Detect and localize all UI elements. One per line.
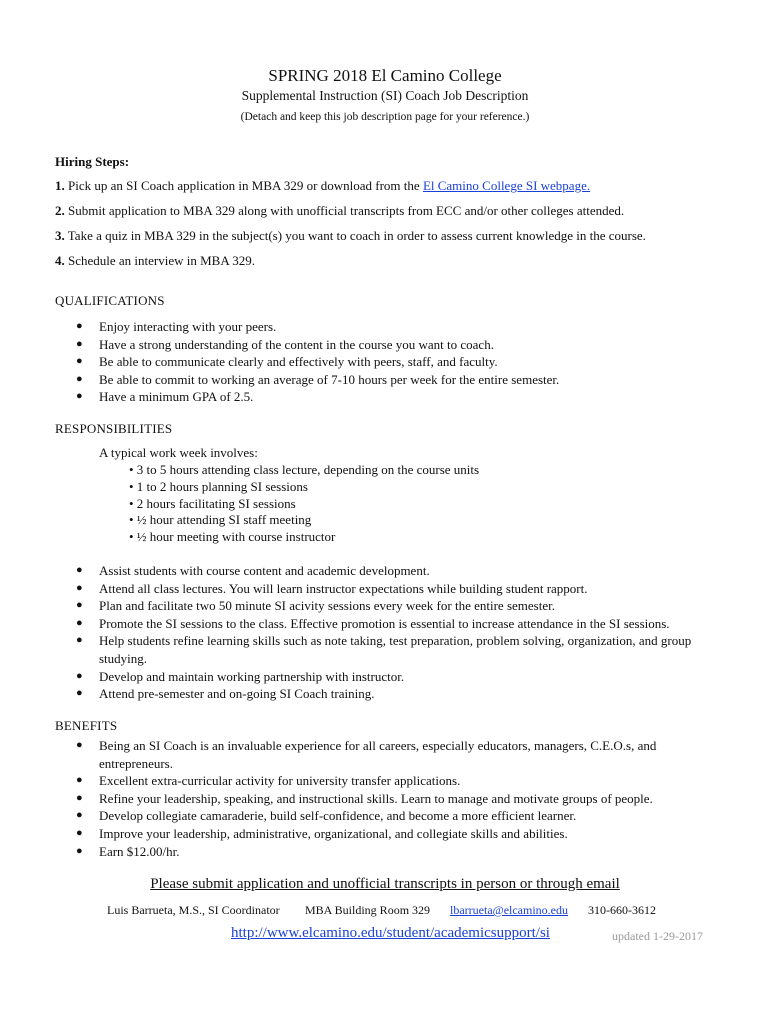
list-item: ● Develop collegiate camaraderie, build self-confidence, and become a more efficient learner. bbox=[76, 808, 577, 824]
step-text: Schedule an interview in MBA 329. bbox=[68, 253, 256, 268]
list-item: ● Be able to commit to working an average of 7-10 hours per week for the entire semester. bbox=[76, 371, 560, 387]
list-item: ● Plan and facilitate two 50 minute SI acivity sessions every week for the entire semester. bbox=[76, 598, 555, 614]
hiring-steps-heading: Hiring Steps: bbox=[55, 154, 130, 169]
office-room: MBA Building Room 329 bbox=[305, 903, 431, 917]
hiring-step-4 bbox=[55, 253, 255, 269]
list-item: ● Assist students with course content and academic development. bbox=[76, 563, 430, 578]
list-item: ● Be able to communicate clearly and effectively with peers, staff, and faculty. bbox=[76, 354, 498, 370]
bullet-icon: ● bbox=[76, 791, 83, 804]
qualifications-list bbox=[0, 318, 719, 406]
phone-number: 310-660-3612 bbox=[588, 903, 656, 917]
list-item: ● Have a strong understanding of the content in the course you want to coach. bbox=[76, 336, 494, 352]
responsibilities-list bbox=[0, 562, 719, 703]
bullet-icon: ● bbox=[76, 564, 83, 576]
benefits-list bbox=[0, 737, 719, 860]
list-item: • ½ hour attending SI staff meeting bbox=[129, 512, 312, 528]
list-item: ● Excellent extra-curricular activity for university transfer applications. bbox=[76, 773, 461, 789]
bullet-icon: ● bbox=[76, 337, 83, 350]
coordinator-name: Luis Barrueta, M.S., SI Coordinator bbox=[107, 903, 280, 917]
si-webpage-link[interactable]: El Camino College SI webpage. bbox=[422, 178, 591, 193]
bullet-icon: ● bbox=[76, 634, 83, 647]
list-item: ● Being an SI Coach is an invaluable experience for all careers, especially educators, managers, C.E.O.s, and entrepreneurs. bbox=[76, 738, 657, 771]
si-website-link[interactable]: http://www.elcamino.edu/student/academicsupport/si bbox=[231, 925, 550, 941]
document-subtitle: Supplemental Instruction (SI) Coach Job Description bbox=[241, 88, 529, 103]
hiring-step-1 bbox=[55, 178, 590, 194]
bullet-icon: ● bbox=[76, 616, 83, 629]
bullet-icon: ● bbox=[76, 809, 83, 822]
bullet-icon: ● bbox=[76, 372, 83, 385]
list-item: ● Have a minimum GPA of 2.5. bbox=[76, 389, 254, 405]
list-item: ● Help students refine learning skills such as note taking, test preparation, problem solving, organization, and group studying. bbox=[76, 633, 692, 666]
hiring-step-2 bbox=[55, 203, 624, 219]
bullet-icon: ● bbox=[76, 774, 83, 787]
bullet-icon: ● bbox=[76, 687, 83, 700]
bullet-icon: ● bbox=[76, 739, 83, 751]
benefits-heading: BENEFITS bbox=[55, 718, 118, 733]
updated-date: updated 1-29-2017 bbox=[612, 929, 703, 943]
list-item: ● Improve your leadership, administrative, organizational, and collegiate skills and abilities. bbox=[76, 825, 568, 841]
step-text: Submit application to MBA 329 along with unofficial transcripts from ECC and/or other colleges attended. bbox=[68, 203, 625, 218]
bullet-icon: ● bbox=[76, 599, 83, 612]
document-title: SPRING 2018 El Camino College bbox=[268, 66, 502, 85]
list-item: • ½ hour meeting with course instructor bbox=[129, 529, 336, 545]
list-item: • 1 to 2 hours planning SI sessions bbox=[129, 478, 308, 494]
list-item: ● Earn $12.00/hr. bbox=[76, 843, 180, 859]
list-item: ● Develop and maintain working partnership with instructor. bbox=[76, 668, 405, 684]
list-item: ● Refine your leadership, speaking, and instructional skills. Learn to manage and motivate groups of people. bbox=[76, 790, 653, 806]
bullet-icon: ● bbox=[76, 390, 83, 403]
qualifications-heading: QUALIFICATIONS bbox=[55, 293, 165, 308]
bullet-icon: ● bbox=[76, 355, 83, 368]
hiring-step-3 bbox=[55, 228, 646, 244]
responsibilities-heading: RESPONSIBILITIES bbox=[55, 421, 173, 436]
submit-instructions: Please submit application and unofficial transcripts in person or through email bbox=[150, 876, 620, 892]
bullet-icon: ● bbox=[76, 320, 83, 332]
step-text: Take a quiz in MBA 329 in the subject(s) you want to coach in order to assess current knowledge in the course. bbox=[67, 228, 646, 243]
list-item: ● Promote the SI sessions to the class. Effective promotion is essential to increase attendance in the SI sessions. bbox=[76, 615, 670, 631]
list-item: ● Attend pre-semester and on-going SI Coach training. bbox=[76, 686, 375, 702]
typical-week-list bbox=[129, 462, 479, 546]
typical-week-intro: A typical work week involves: bbox=[99, 445, 258, 460]
step-number: 3. bbox=[55, 228, 65, 243]
list-item: • 2 hours facilitating SI sessions bbox=[129, 495, 296, 511]
email-link[interactable]: lbarrueta@elcamino.edu bbox=[450, 903, 568, 917]
list-item: ● Enjoy interacting with your peers. bbox=[76, 319, 277, 334]
list-item: • 3 to 5 hours attending class lecture, depending on the course units bbox=[129, 462, 480, 477]
step-number: 4. bbox=[55, 253, 65, 268]
step-number: 2. bbox=[55, 203, 65, 218]
bullet-icon: ● bbox=[76, 844, 83, 857]
step-number: 1. bbox=[55, 178, 65, 193]
bullet-icon: ● bbox=[76, 826, 83, 839]
detach-note: (Detach and keep this job description page for your reference.) bbox=[240, 111, 530, 123]
list-item: ● Attend all class lectures. You will learn instructor expectations while building student rapport. bbox=[76, 580, 588, 596]
bullet-icon: ● bbox=[76, 669, 83, 682]
bullet-icon: ● bbox=[76, 581, 83, 594]
step-text: Pick up an SI Coach application in MBA 329 or download from the bbox=[68, 178, 423, 193]
